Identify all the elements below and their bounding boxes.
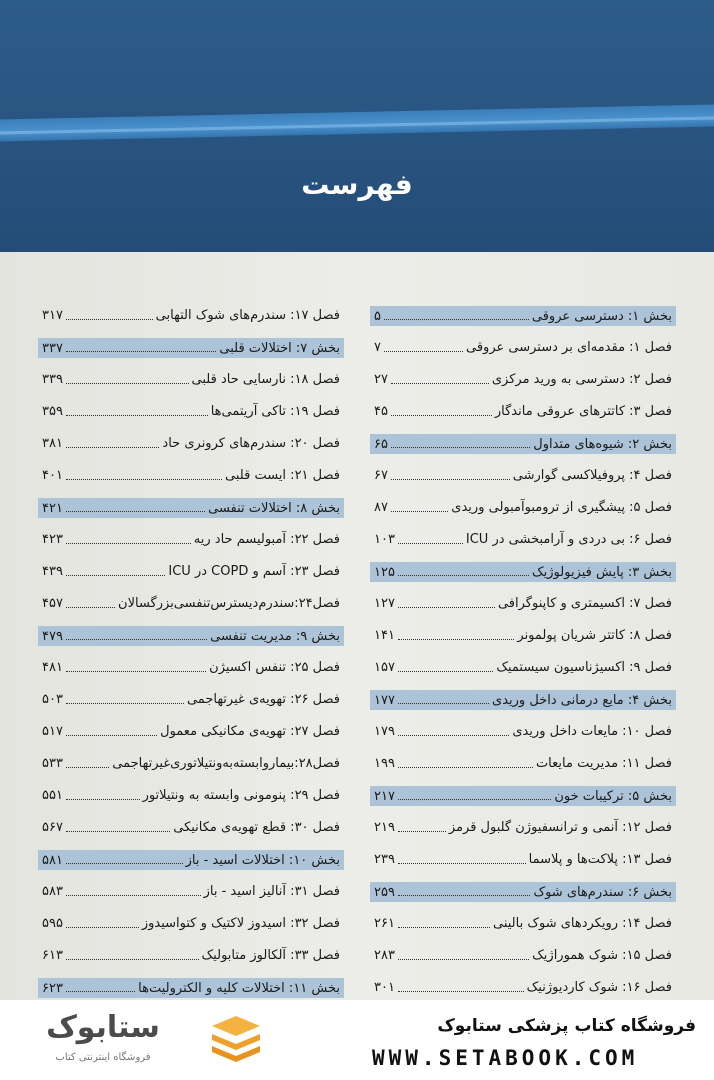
toc-chapter-entry[interactable] — [38, 716, 344, 748]
toc-chapter-entry[interactable] — [38, 556, 344, 588]
toc-entry-title: فصل ۲۹: پنومونی وابسته به ونتیلاتور — [142, 788, 340, 803]
book-stack-logo-icon — [208, 1012, 264, 1064]
toc-entry-title: فصل ۳۰: قطع تهویه‌ی مکانیکی — [173, 820, 340, 835]
toc-page-number: ۷ — [374, 340, 381, 355]
toc-entry-title: فصل ۵: پیشگیری از ترومبوآمبولی وریدی — [451, 500, 672, 515]
toc-column-right — [370, 300, 676, 1004]
toc-entry-title: فصل ۱۸: نارسایی حاد قلبی — [191, 372, 340, 387]
toc-page-number: ۸۷ — [374, 500, 388, 515]
dot-leader — [66, 319, 153, 320]
toc-chapter-entry[interactable] — [38, 908, 344, 940]
toc-chapter-entry[interactable] — [38, 524, 344, 556]
store-name: فروشگاه کتاب پزشکی ستابوک — [437, 1016, 696, 1036]
toc-entry-title: فصل ۴: پروفیلاکسی گوارشی — [512, 468, 672, 483]
toc-page-number: ۵۰۳ — [42, 692, 63, 707]
dot-leader — [398, 607, 495, 608]
toc-page-number: ۱۹۹ — [374, 756, 395, 771]
dot-leader — [398, 543, 463, 544]
dot-leader — [66, 607, 115, 608]
toc-page-number: ۱۷۹ — [374, 724, 395, 739]
toc-page-number: ۵۱۷ — [42, 724, 63, 739]
toc-page-number: ۴۵۷ — [42, 596, 63, 611]
dot-leader — [391, 415, 492, 416]
toc-entry-title: فصل ۱: مقدمه‌ای بر دسترسی عروقی — [466, 340, 672, 355]
toc-entry-title: فصل ۸: کاتتر شریان پولمونر — [517, 628, 672, 643]
toc-page-number: ۱۲۷ — [374, 596, 395, 611]
toc-page-number: ۴۵ — [374, 404, 388, 419]
toc-chapter-entry[interactable] — [370, 940, 676, 972]
store-url-link[interactable]: WWW.SETABOOK.COM — [372, 1046, 639, 1070]
toc-chapter-entry[interactable] — [38, 588, 344, 620]
toc-chapter-entry[interactable] — [370, 748, 676, 780]
dot-leader — [391, 511, 448, 512]
toc-chapter-entry[interactable] — [38, 876, 344, 908]
toc-page-number: ۵ — [374, 309, 381, 324]
toc-chapter-entry[interactable] — [370, 812, 676, 844]
store-footer — [0, 1000, 714, 1080]
toc-page-number: ۱۲۵ — [374, 565, 395, 580]
toc-entry-title: فصل ۶: بی دردی و آرامبخشی در ICU — [465, 532, 672, 547]
toc-page-number: ۲۵۹ — [374, 885, 395, 900]
toc-page-number: ۲۷ — [374, 372, 388, 387]
dot-leader — [66, 447, 159, 448]
toc-entry-title: فصل ۱۰: مایعات داخل وریدی — [512, 724, 672, 739]
toc-part-heading[interactable] — [370, 300, 676, 332]
toc-page-number: ۵۶۷ — [42, 820, 63, 835]
toc-part-heading[interactable] — [370, 428, 676, 460]
toc-page-number: ۲۱۹ — [374, 820, 395, 835]
dot-leader — [66, 991, 135, 992]
toc-page-number: ۴۸۱ — [42, 660, 63, 675]
toc-page-number: ۳۱۷ — [42, 308, 63, 323]
toc-entry-title: بخش ۱: دسترسی عروقی — [531, 309, 672, 324]
toc-chapter-entry[interactable] — [370, 620, 676, 652]
toc-page-number: ۳۰۱ — [374, 980, 395, 995]
toc-entry-title: بخش ۶: سندرم‌های شوک — [533, 885, 672, 900]
toc-part-heading[interactable] — [370, 780, 676, 812]
toc-entry-title: فصل ۲۰: سندرم‌های کرونری حاد — [162, 436, 340, 451]
toc-page-number: ۱۴۱ — [374, 628, 395, 643]
toc-chapter-entry[interactable] — [38, 396, 344, 428]
toc-entry-title: فصل ۹: اکسیژناسیون سیستمیک — [496, 660, 672, 675]
toc-part-heading[interactable] — [370, 556, 676, 588]
dot-leader — [66, 799, 140, 800]
toc-entry-title: فصل ۱۳: پلاکت‌ها و پلاسما — [528, 852, 672, 867]
logo-wordmark: ستابوک — [46, 1010, 160, 1045]
toc-entry-title: بخش ۸: اختلالات تنفسی — [208, 501, 340, 516]
dot-leader — [66, 895, 201, 896]
dot-leader — [398, 639, 514, 640]
toc-page-number: ۱۷۷ — [374, 693, 395, 708]
dot-leader — [398, 703, 489, 704]
toc-page-number: ۴۳۹ — [42, 564, 63, 579]
toc-entry-title: فصل ۲۲: آمبولیسم حاد ریه — [193, 532, 340, 547]
toc-part-heading[interactable] — [38, 620, 344, 652]
dot-leader — [398, 767, 533, 768]
dot-leader — [66, 863, 183, 864]
toc-page-number: ۴۰۱ — [42, 468, 63, 483]
dot-leader — [66, 383, 189, 384]
toc-page-number: ۳۳۷ — [42, 341, 63, 356]
toc-entry-title: فصل ۲۶: تهویه‌ی غیرتهاجمی — [186, 692, 340, 707]
toc-page-number: ۵۸۱ — [42, 853, 63, 868]
toc-part-heading[interactable] — [370, 684, 676, 716]
toc-page-number: ۶۵ — [374, 437, 388, 452]
dot-leader — [66, 959, 199, 960]
toc-entry-title: فصل۲۴:سندرم‌دیسترس‌تنفسی‌بزرگسالان — [118, 596, 340, 611]
dot-leader — [398, 671, 493, 672]
toc-page-number: ۵۸۳ — [42, 884, 63, 899]
toc-entry-title: فصل ۳۲: اسیدوز لاکتیک و کتواسیدوز — [141, 916, 340, 931]
dot-leader — [398, 991, 524, 992]
toc-chapter-entry[interactable] — [38, 940, 344, 972]
dot-leader — [66, 543, 191, 544]
toc-page-number: ۴۲۱ — [42, 501, 63, 516]
toc-page-number: ۲۳۹ — [374, 852, 395, 867]
toc-entry-title: فصل ۱۷: سندرم‌های شوک التهابی — [155, 308, 340, 323]
toc-chapter-entry[interactable] — [370, 524, 676, 556]
toc-page-number: ۲۱۷ — [374, 789, 395, 804]
toc-entry-title: فصل ۲۷: تهویه‌ی مکانیکی معمول — [160, 724, 340, 739]
toc-chapter-entry[interactable] — [38, 652, 344, 684]
toc-page-number: ۵۵۱ — [42, 788, 63, 803]
toc-page-number: ۵۳۳ — [42, 756, 63, 771]
toc-page-number: ۵۹۵ — [42, 916, 63, 931]
dot-leader — [398, 831, 446, 832]
toc-entry-title: بخش ۳: پایش فیزیولوژیک — [532, 565, 672, 580]
toc-chapter-entry[interactable] — [38, 364, 344, 396]
dot-leader — [391, 447, 530, 448]
toc-entry-title: فصل ۱۴: رویکردهای شوک بالینی — [493, 916, 672, 931]
dot-leader — [398, 959, 529, 960]
toc-entry-title: بخش ۵: ترکیبات خون — [554, 789, 672, 804]
dot-leader — [66, 351, 216, 352]
toc-part-heading[interactable] — [38, 844, 344, 876]
dot-leader — [66, 479, 222, 480]
toc-entry-title: فصل ۷: اکسیمتری و کاپنوگرافی — [497, 596, 672, 611]
toc-chapter-entry[interactable] — [38, 428, 344, 460]
toc-page-number: ۲۸۳ — [374, 948, 395, 963]
toc-entry-title: فصل ۳۱: آنالیز اسید - باز — [203, 884, 340, 899]
toc-entry-title: بخش ۴: مایع درمانی داخل وریدی — [492, 693, 672, 708]
dot-leader — [66, 415, 208, 416]
toc-page-number: ۶۷ — [374, 468, 388, 483]
toc-part-heading[interactable] — [370, 876, 676, 908]
toc-entry-title: فصل ۱۵: شوک هموراژیک — [532, 948, 672, 963]
toc-page-number: ۱۰۳ — [374, 532, 395, 547]
dot-leader — [391, 479, 510, 480]
dot-leader — [398, 735, 509, 736]
dot-leader — [398, 895, 530, 896]
toc-entry-title: بخش ۱۱: اختلالات کلیه و الکترولیت‌ها — [138, 981, 340, 996]
dot-leader — [66, 831, 170, 832]
toc-chapter-entry[interactable] — [38, 300, 344, 332]
toc-chapter-entry[interactable] — [38, 748, 344, 780]
toc-entry-title: فصل ۱۲: آنمی و ترانسفیوژن گلبول قرمز — [448, 820, 672, 835]
dot-leader — [66, 767, 109, 768]
toc-page-number: ۳۳۹ — [42, 372, 63, 387]
toc-chapter-entry[interactable] — [370, 460, 676, 492]
toc-chapter-entry[interactable] — [370, 716, 676, 748]
toc-chapter-entry[interactable] — [38, 780, 344, 812]
toc-part-heading[interactable] — [38, 492, 344, 524]
dot-leader — [398, 927, 490, 928]
toc-chapter-entry[interactable] — [370, 364, 676, 396]
toc-chapter-entry[interactable] — [370, 332, 676, 364]
toc-entry-title: فصل ۲: دسترسی به ورید مرکزی — [491, 372, 672, 387]
toc-entry-title: فصل ۲۱: ایست قلبی — [225, 468, 340, 483]
toc-chapter-entry[interactable] — [370, 492, 676, 524]
page-title: فهرست — [301, 168, 413, 201]
toc-entry-title: فصل ۲۵: تنفس اکسیژن — [209, 660, 340, 675]
toc-entry-title: فصل ۲۳: آسم و COPD در ICU — [168, 564, 340, 579]
dot-leader — [66, 735, 157, 736]
toc-chapter-entry[interactable] — [370, 396, 676, 428]
dot-leader — [66, 671, 206, 672]
dot-leader — [384, 351, 463, 352]
toc-page-number: ۶۱۳ — [42, 948, 63, 963]
dot-leader — [398, 575, 529, 576]
toc-entry-title: بخش ۷: اختلالات قلبی — [219, 341, 340, 356]
toc-chapter-entry[interactable] — [370, 652, 676, 684]
dot-leader — [398, 863, 526, 864]
toc-entry-title: فصل ۱۹: تاکی آریتمی‌ها — [210, 404, 340, 419]
toc-entry-title: بخش ۲: شیوه‌های متداول — [533, 437, 672, 452]
toc-page-number: ۶۲۳ — [42, 981, 63, 996]
toc-entry-title: بخش ۱۰: اختلالات اسید - باز — [185, 853, 340, 868]
toc-part-heading[interactable] — [38, 332, 344, 364]
toc-page-number: ۳۵۹ — [42, 404, 63, 419]
logo-subtitle: فروشگاه اینترنتی کتاب — [55, 1052, 151, 1063]
toc-entry-title: فصل ۱۶: شوک کاردیوژنیک — [526, 980, 672, 995]
toc-entry-title: فصل۲۸:بیماروابسته‌به‌ونتیلاتوری‌غیرتهاجمی — [112, 756, 340, 771]
dot-leader — [66, 639, 207, 640]
toc-page-number: ۴۲۳ — [42, 532, 63, 547]
dot-leader — [398, 799, 551, 800]
toc-chapter-entry[interactable] — [38, 812, 344, 844]
toc-chapter-entry[interactable] — [38, 460, 344, 492]
dot-leader — [66, 511, 205, 512]
dot-leader — [66, 575, 165, 576]
dot-leader — [66, 927, 139, 928]
toc-page-number: ۱۵۷ — [374, 660, 395, 675]
toc-entry-title: بخش ۹: مدیریت تنفسی — [210, 629, 340, 644]
dot-leader — [66, 703, 184, 704]
toc-page-number: ۳۸۱ — [42, 436, 63, 451]
toc-page-number: ۲۶۱ — [374, 916, 395, 931]
dot-leader — [391, 383, 489, 384]
header-banner — [0, 0, 714, 252]
toc-page-number: ۴۷۹ — [42, 629, 63, 644]
toc-chapter-entry[interactable] — [370, 588, 676, 620]
toc-entry-title: فصل ۳۳: آلکالوز متابولیک — [201, 948, 340, 963]
toc-chapter-entry[interactable] — [370, 844, 676, 876]
toc-chapter-entry[interactable] — [38, 684, 344, 716]
toc-entry-title: فصل ۱۱: مدیریت مایعات — [535, 756, 672, 771]
toc-page — [0, 252, 714, 1000]
toc-column-left — [38, 300, 344, 1004]
toc-chapter-entry[interactable] — [370, 908, 676, 940]
toc-entry-title: فصل ۳: کاتترهای عروقی ماندگار — [494, 404, 672, 419]
dot-leader — [384, 319, 529, 320]
